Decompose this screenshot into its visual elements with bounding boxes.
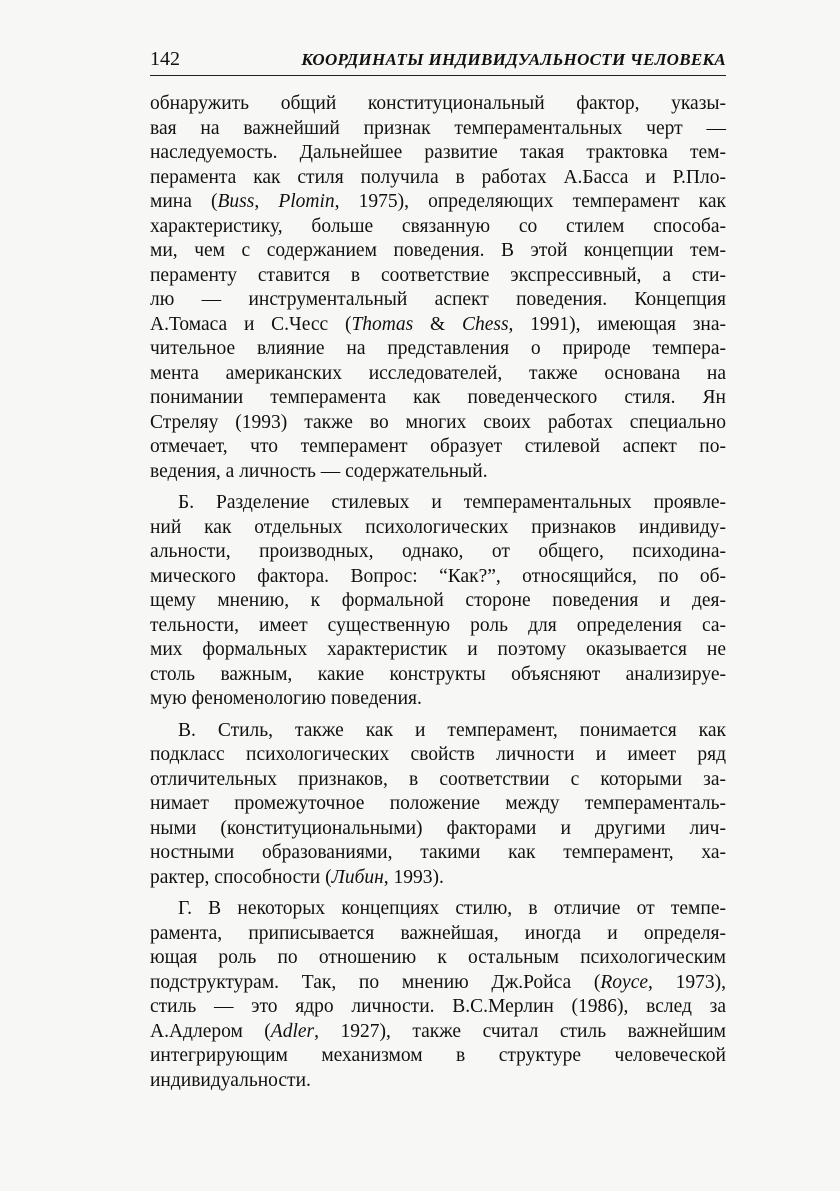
citation-author: Royce <box>600 971 649 993</box>
text-line: ми, чем с содержанием поведения. В этой концепции тем- <box>150 240 726 261</box>
page-number: 142 <box>150 48 180 70</box>
text-line: ведения, а личность — содержательный. <box>150 460 488 482</box>
text-line: альности, производных, однако, от общего, психодина- <box>150 541 726 562</box>
page-header <box>150 48 726 76</box>
citation-author: Buss <box>217 191 255 212</box>
citation-author: Thomas <box>351 313 414 335</box>
text-line: В. Стиль, также как и темперамент, понимается как <box>178 719 726 741</box>
text-line: А.Адлером (Adler, 1927), также считал стиль важнейшим <box>150 1020 726 1042</box>
text-line: лю — инструментальный аспект поведения. Концепция <box>150 289 726 310</box>
text-line: столь важным, какие конструкты объясняют анализируе- <box>150 663 726 685</box>
paragraph-gap <box>150 890 726 897</box>
text-line: наследуемость. Дальнейшее развитие такая трактовка тем- <box>150 142 726 163</box>
text-line: подструктурам. Так, по мнению Дж.Ройса (Royce, 1973), <box>150 971 726 993</box>
text-line: Б. Разделение стилевых и темпераментальных проявле- <box>178 492 726 513</box>
text-line: рактер, способности (Либин, 1993). <box>150 866 444 888</box>
text-line: индивидуальности. <box>150 1069 311 1091</box>
text-line: стиль — это ядро личности. В.С.Мерлин (1986), вслед за <box>150 996 726 1017</box>
text-line: щему мнению, к формальной стороне поведения и дея- <box>150 590 726 611</box>
text-line: перамента как стиля получила в работах А.Басса и Р.Пло- <box>150 166 726 188</box>
text-line: ностными образованиями, такими как темперамент, ха- <box>150 842 726 863</box>
text-line: ными (конституциональными) факторами и другими лич- <box>150 817 726 839</box>
text-line: отличительных признаков, в соответствии с которыми за- <box>150 768 726 790</box>
text-line: подкласс психологических свойств личности и имеет ряд <box>150 744 726 765</box>
text-line: Г. В некоторых концепциях стилю, в отличие от темпе- <box>178 898 726 919</box>
paragraph <box>150 491 726 712</box>
paragraph-gap <box>150 712 726 719</box>
text-line: ний как отдельных психологических признаков индивиду- <box>150 516 726 538</box>
text-line: пераменту ставится в соответствие экспрессивный, а сти- <box>150 264 726 286</box>
text-line: понимании темперамента как поведенческого стиля. Ян <box>150 387 726 408</box>
running-title: КООРДИНАТЫ ИНДИВИДУАЛЬНОСТИ ЧЕЛОВЕКА <box>301 50 726 69</box>
text-line: вая на важнейший признак темпераментальных черт — <box>150 117 726 139</box>
text-line: отмечает, что темперамент образует стилевой аспект по- <box>150 436 726 457</box>
paragraph <box>150 897 726 1093</box>
text-line: нимает промежуточное положение между темпераменталь- <box>150 793 726 814</box>
text-line: чительное влияние на представления о природе темпера- <box>150 338 726 359</box>
citation-author: Plomin <box>278 191 335 212</box>
text-line: характеристику, больше связанную со стилем способа- <box>150 215 726 237</box>
text-line: рамента, приписывается важнейшая, иногда и определя- <box>150 922 726 944</box>
text-line: тельности, имеет существенную роль для определения са- <box>150 614 726 636</box>
text-line: мента американских исследователей, также основана на <box>150 362 726 384</box>
text-line: обнаружить общий конституциональный фактор, указы- <box>150 93 726 114</box>
citation-author: Либин <box>331 866 384 888</box>
body-text <box>150 92 726 1093</box>
paragraph-gap <box>150 484 726 491</box>
paragraph <box>150 719 726 891</box>
text-line: мина (Buss, Plomin, 1975), определяющих темперамент как <box>150 191 726 212</box>
text-line: интегрирующим механизмом в структуре человеческой <box>150 1045 726 1066</box>
text-line: ющая роль по отношению к остальным психологическим <box>150 947 726 968</box>
text-line: мих формальных характеристик и поэтому оказывается не <box>150 639 726 660</box>
citation-author: Adler <box>270 1020 315 1042</box>
text-line: Стреляу (1993) также во многих своих работах специально <box>150 411 726 433</box>
citation-author: Chess <box>461 313 509 335</box>
text-line: А.Томаса и С.Чесс (Thomas & Chess, 1991), имеющая зна- <box>150 313 727 335</box>
text-line: мического фактора. Вопрос: “Как?”, относящийся, по об- <box>150 565 726 587</box>
text-line: мую феноменологию поведения. <box>150 688 422 709</box>
paragraph <box>150 92 726 484</box>
